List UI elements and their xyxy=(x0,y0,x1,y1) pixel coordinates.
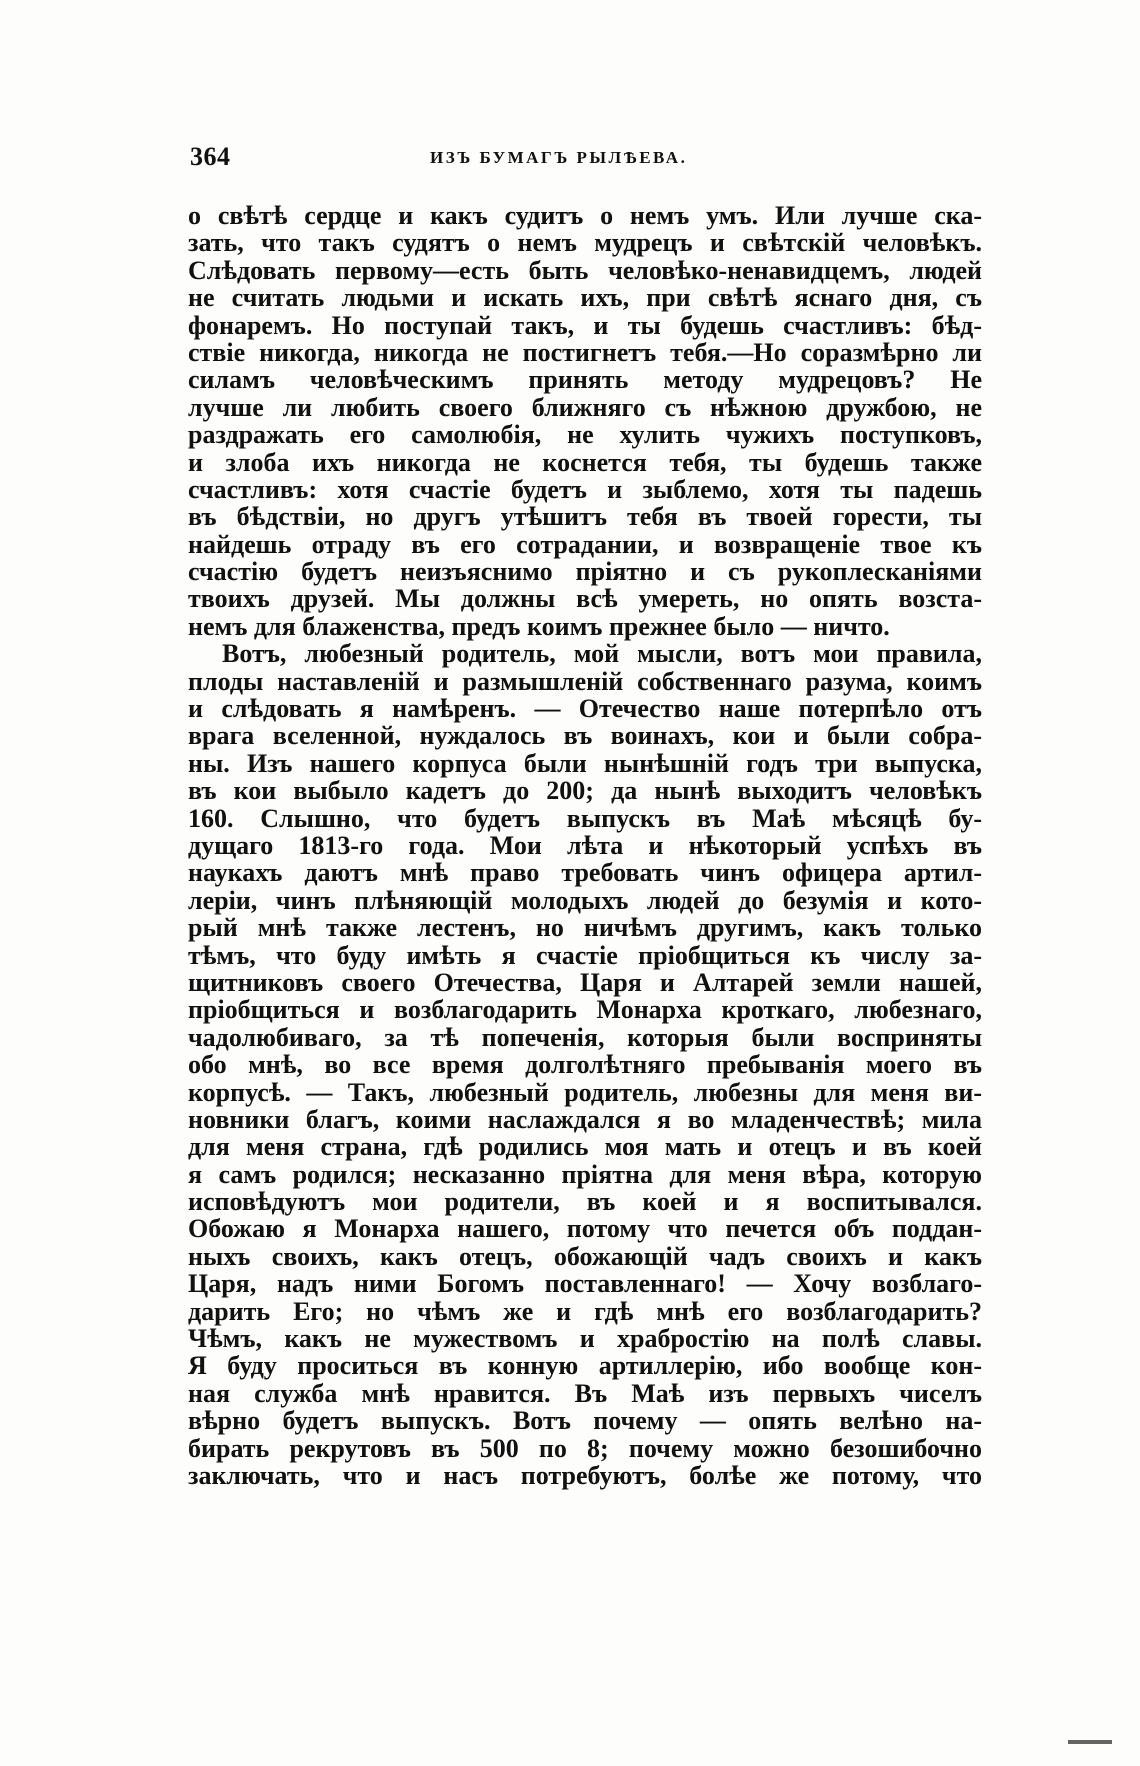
text-line: въ бѣдствіи, но другъ утѣшитъ тебя въ твоей горести, ты xyxy=(188,502,982,532)
text-line: плоды наставленій и размышленій собственнаго разума, коимъ xyxy=(188,666,982,696)
text-line: Я буду проситься въ конную артиллерію, ибо вообще кон- xyxy=(188,1351,982,1381)
text-line: корпусѣ. — Такъ, любезный родитель, любезны для меня ви- xyxy=(188,1077,982,1107)
text-line: наукахъ даютъ мнѣ право требовать чинъ офицера артил- xyxy=(188,858,982,888)
text-line: щитниковъ своего Отечества, Царя и Алтарей земли нашей, xyxy=(188,967,982,997)
text-line: немъ для блаженства, предъ коимъ прежнее было — ничто. xyxy=(188,611,890,641)
text-line: для меня страна, гдѣ родились моя мать и отецъ и въ коей xyxy=(188,1132,982,1162)
paragraph-start-line: Вотъ, любезный родитель, мой мысли, вотъ мои правила, xyxy=(222,639,982,669)
text-line: Чѣмъ, какъ не мужествомъ и храбростію на полѣ славы. xyxy=(188,1324,982,1354)
text-line: и злоба ихъ никогда не коснется тебя, ты будешь также xyxy=(188,447,982,477)
page-number: 364 xyxy=(190,142,231,171)
text-line: исповѣдуютъ мои родители, въ коей и я воспитывался. xyxy=(188,1187,982,1217)
text-line: ная служба мнѣ нравится. Въ Маѣ изъ первыхъ чиселъ xyxy=(188,1378,982,1408)
text-line: бирать рекрутовъ въ 500 по 8; почему можно безошибочно xyxy=(188,1433,982,1463)
text-line: Царя, надъ ними Богомъ поставленнаго! — Хочу возблаго- xyxy=(188,1269,982,1299)
text-line: вѣрно будетъ выпускъ. Вотъ почему — опять велѣно на- xyxy=(188,1406,982,1436)
text-line: новники благъ, коими наслаждался я во младенчествѣ; мила xyxy=(188,1104,982,1134)
text-line: обо мнѣ, во все время долголѣтняго пребыванія моего въ xyxy=(188,1050,982,1080)
text-line: счастливъ: хотя счастіе будетъ и зыблемо, хотя ты падешь xyxy=(188,474,982,504)
text-line: ныхъ своихъ, какъ отецъ, обожающій чадъ своихъ и какъ xyxy=(188,1241,982,1271)
text-line: леріи, чинъ плѣняющій молодыхъ людей до безумія и кото- xyxy=(188,885,982,915)
page-header xyxy=(190,142,980,178)
text-line: я самъ родился; несказанно пріятна для меня вѣра, которую xyxy=(188,1159,982,1189)
text-line: дущаго 1813-го года. Мои лѣта и нѣкоторый успѣхъ въ xyxy=(188,830,982,860)
running-head: ИЗЪ БУМАГЪ РЫЛѢЕВА. xyxy=(430,148,688,167)
text-line: зать, что такъ судятъ о немъ мудрецъ и свѣтскій человѣкъ. xyxy=(188,228,982,258)
text-line: чадолюбиваго, за тѣ попеченія, которыя были восприняты xyxy=(188,1022,982,1052)
text-line: заключать, что и насъ потребуютъ, болѣе же потому, что xyxy=(188,1460,982,1490)
text-line: пріобщиться и возблагодарить Монарха кроткаго, любезнаго, xyxy=(188,995,982,1025)
text-line: тѣмъ, что буду имѣть я счастіе пріобщиться къ числу за- xyxy=(188,940,982,970)
text-line: счастію будетъ неизъяснимо пріятно и съ рукоплесканіями xyxy=(188,557,982,587)
text-line: фонаремъ. Но поступай такъ, и ты будешь счастливъ: бѣд- xyxy=(188,310,982,340)
text-line: рый мнѣ также лестенъ, но ничѣмъ другимъ, какъ только xyxy=(188,913,982,943)
text-line: найдешь отраду въ его сотрадании, и возвращеніе твое къ xyxy=(188,529,982,559)
text-line: ны. Изъ нашего корпуса были нынѣшній годъ три выпуска, xyxy=(188,748,982,778)
text-line: лучше ли любить своего ближняго съ нѣжною дружбою, не xyxy=(188,392,982,422)
text-line: врага вселенной, нуждалось въ воинахъ, кои и были собра- xyxy=(188,721,982,751)
scan-artifact-mark xyxy=(1068,1740,1112,1744)
text-line: Слѣдовать первому—есть быть человѣко-ненавидцемъ, людей xyxy=(188,255,982,285)
text-line: ствіе никогда, никогда не постигнетъ тебя.—Но соразмѣрно ли xyxy=(188,337,982,367)
text-line: силамъ человѣческимъ принять методу мудрецовъ? Не xyxy=(188,365,982,395)
text-line: не считать людьми и искать ихъ, при свѣтѣ яснаго дня, съ xyxy=(188,283,982,313)
text-line: и слѣдовать я намѣренъ. — Отечество наше потерпѣло отъ xyxy=(188,694,982,724)
text-line: въ кои выбыло кадетъ до 200; да нынѣ выходитъ человѣкъ xyxy=(188,776,982,806)
text-line: раздражать его самолюбія, не хулить чужихъ поступковъ, xyxy=(188,420,982,450)
text-line: твоихъ друзей. Мы должны всѣ умереть, но опять возста- xyxy=(188,584,982,614)
text-line: дарить Его; но чѣмъ же и гдѣ мнѣ его возблагодарить? xyxy=(188,1296,982,1326)
text-line: 160. Слышно, что будетъ выпускъ въ Маѣ мѣсяцѣ бу- xyxy=(188,803,982,833)
text-line: о свѣтѣ сердце и какъ судитъ о немъ умъ. Или лучше ска- xyxy=(188,201,982,230)
body-text xyxy=(188,202,982,1489)
text-line: Обожаю я Монарха нашего, потому что печется объ поддан- xyxy=(188,1214,982,1244)
